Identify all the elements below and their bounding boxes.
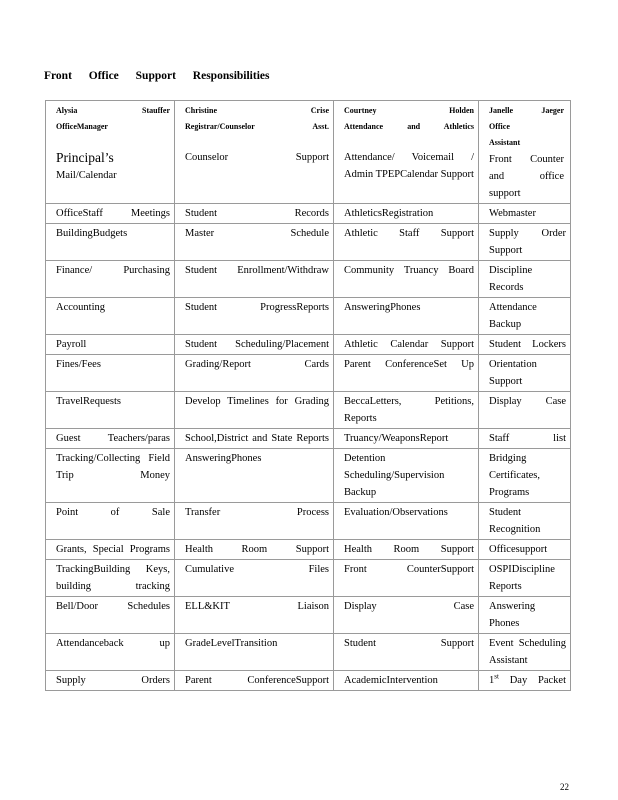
responsibility-cell: Student Records bbox=[175, 204, 334, 224]
principal-mail-line1: Principal’s bbox=[56, 150, 114, 165]
staff-name: Christine Crise bbox=[185, 106, 329, 115]
responsibility-cell: TrackingBuilding Keys, building tracking bbox=[46, 560, 175, 597]
responsibility-cell: Evaluation/Observations bbox=[334, 503, 479, 540]
staff-name: Janelle Jaeger bbox=[489, 106, 564, 115]
responsibility-cell: Develop Timelines for Grading bbox=[175, 392, 334, 429]
responsibility-cell: GradeLevelTransition bbox=[175, 634, 334, 671]
responsibility-cell: Counselor Support bbox=[185, 152, 329, 163]
responsibility-cell: Student Enrollment/Withdraw bbox=[175, 261, 334, 298]
responsibility-cell: Attendanceback up bbox=[46, 634, 175, 671]
table-row bbox=[46, 298, 571, 335]
table-row bbox=[46, 449, 571, 503]
table-row bbox=[46, 634, 571, 671]
table-row bbox=[46, 560, 571, 597]
header-row bbox=[46, 101, 571, 204]
responsibility-cell: Student ProgressReports bbox=[175, 298, 334, 335]
staff-role-line2: Assistant bbox=[489, 138, 521, 147]
responsibility-cell: OfficeStaff Meetings bbox=[46, 204, 175, 224]
responsibility-cell: Bell/Door Schedules bbox=[46, 597, 175, 634]
table-row bbox=[46, 224, 571, 261]
table-row bbox=[46, 503, 571, 540]
header-cell bbox=[175, 101, 334, 204]
responsibility-cell: Transfer Process bbox=[175, 503, 334, 540]
table-row bbox=[46, 429, 571, 449]
responsibility-cell: Community Truancy Board bbox=[334, 261, 479, 298]
responsibility-cell: AthleticsRegistration bbox=[334, 204, 479, 224]
responsibility-cell: Orientation Support bbox=[479, 355, 571, 392]
table-row bbox=[46, 597, 571, 634]
staff-name: Courtney Holden bbox=[344, 106, 474, 115]
table-row bbox=[46, 261, 571, 298]
table-row bbox=[46, 335, 571, 355]
responsibility-cell: AnsweringPhones bbox=[175, 449, 334, 503]
responsibility-cell: Grading/Report Cards bbox=[175, 355, 334, 392]
staff-role: Office bbox=[489, 122, 510, 131]
header-cell bbox=[46, 101, 175, 204]
responsibility-cell: Health Room Support bbox=[334, 540, 479, 560]
page-number: 22 bbox=[560, 782, 569, 792]
responsibility-cell: Parent ConferenceSupport bbox=[175, 671, 334, 691]
responsibility-cell: Fines/Fees bbox=[46, 355, 175, 392]
responsibility-cell: Student Support bbox=[334, 634, 479, 671]
responsibility-cell: Payroll bbox=[46, 335, 175, 355]
responsibility-cell: Bridging Certificates, Programs bbox=[479, 449, 571, 503]
responsibility-cell: Discipline Records bbox=[479, 261, 571, 298]
responsibility-cell: Staff list bbox=[479, 429, 571, 449]
responsibility-cell: Parent ConferenceSet Up bbox=[334, 355, 479, 392]
responsibility-cell: Display Case bbox=[479, 392, 571, 429]
header-cell bbox=[479, 101, 571, 204]
responsibility-cell: AnsweringPhones bbox=[334, 298, 479, 335]
responsibility-cell: Front Counter and office support bbox=[489, 154, 564, 199]
responsibility-cell: Athletic Staff Support bbox=[334, 224, 479, 261]
responsibility-cell: Accounting bbox=[46, 298, 175, 335]
responsibility-cell: School,District and State Reports bbox=[175, 429, 334, 449]
responsibility-cell: Point of Sale bbox=[46, 503, 175, 540]
header-cell bbox=[334, 101, 479, 204]
responsibility-cell: Tracking/Collecting Field Trip Money bbox=[46, 449, 175, 503]
responsibility-cell: Webmaster bbox=[479, 204, 571, 224]
responsibility-cell: Athletic Calendar Support bbox=[334, 335, 479, 355]
responsibility-cell: Attendance Backup bbox=[479, 298, 571, 335]
principal-mail-line2: Mail/Calendar bbox=[56, 170, 117, 181]
staff-name: Alysia Stauffer bbox=[56, 106, 170, 115]
responsibility-cell: Master Schedule bbox=[175, 224, 334, 261]
responsibility-cell: Student Lockers bbox=[479, 335, 571, 355]
responsibility-rows bbox=[46, 204, 571, 691]
table-row bbox=[46, 355, 571, 392]
responsibility-cell: TravelRequests bbox=[46, 392, 175, 429]
responsibility-cell: Attendance/ Voicemail / Admin TPEPCalendar Support bbox=[344, 152, 474, 180]
staff-role: Registrar/Counselor Asst. bbox=[185, 122, 329, 131]
responsibility-cell: BuildingBudgets bbox=[46, 224, 175, 261]
page-title: Front Office Support Responsibilities bbox=[44, 70, 270, 82]
responsibility-cell: Answering Phones bbox=[479, 597, 571, 634]
responsibility-cell: ELL&KIT Liaison bbox=[175, 597, 334, 634]
responsibility-cell: Guest Teachers/paras bbox=[46, 429, 175, 449]
responsibilities-table bbox=[45, 100, 571, 691]
table-row bbox=[46, 204, 571, 224]
responsibility-cell: Supply Orders bbox=[46, 671, 175, 691]
staff-role: OfficeManager bbox=[56, 122, 108, 131]
responsibility-cell: Front CounterSupport bbox=[334, 560, 479, 597]
responsibility-cell: 1st Day Packet bbox=[479, 671, 571, 691]
responsibility-cell: Student Recognition bbox=[479, 503, 571, 540]
responsibility-cell: AcademicIntervention bbox=[334, 671, 479, 691]
responsibility-cell: Event Scheduling Assistant bbox=[479, 634, 571, 671]
responsibility-cell: Health Room Support bbox=[175, 540, 334, 560]
table-row bbox=[46, 392, 571, 429]
staff-role: Attendance and Athletics bbox=[344, 122, 474, 131]
responsibility-cell: Cumulative Files bbox=[175, 560, 334, 597]
responsibility-cell: BeccaLetters, Petitions, Reports bbox=[334, 392, 479, 429]
responsibility-cell: Truancy/WeaponsReport bbox=[334, 429, 479, 449]
responsibility-cell: Display Case bbox=[334, 597, 479, 634]
responsibility-cell: Grants, Special Programs bbox=[46, 540, 175, 560]
table-row bbox=[46, 540, 571, 560]
responsibility-cell: Detention Scheduling/Supervision Backup bbox=[334, 449, 479, 503]
table-row bbox=[46, 671, 571, 691]
responsibility-cell: OSPIDiscipline Reports bbox=[479, 560, 571, 597]
responsibility-cell: Student Scheduling/Placement bbox=[175, 335, 334, 355]
responsibility-cell: Officesupport bbox=[479, 540, 571, 560]
responsibility-cell: Finance/ Purchasing bbox=[46, 261, 175, 298]
responsibility-cell: Supply Order Support bbox=[479, 224, 571, 261]
